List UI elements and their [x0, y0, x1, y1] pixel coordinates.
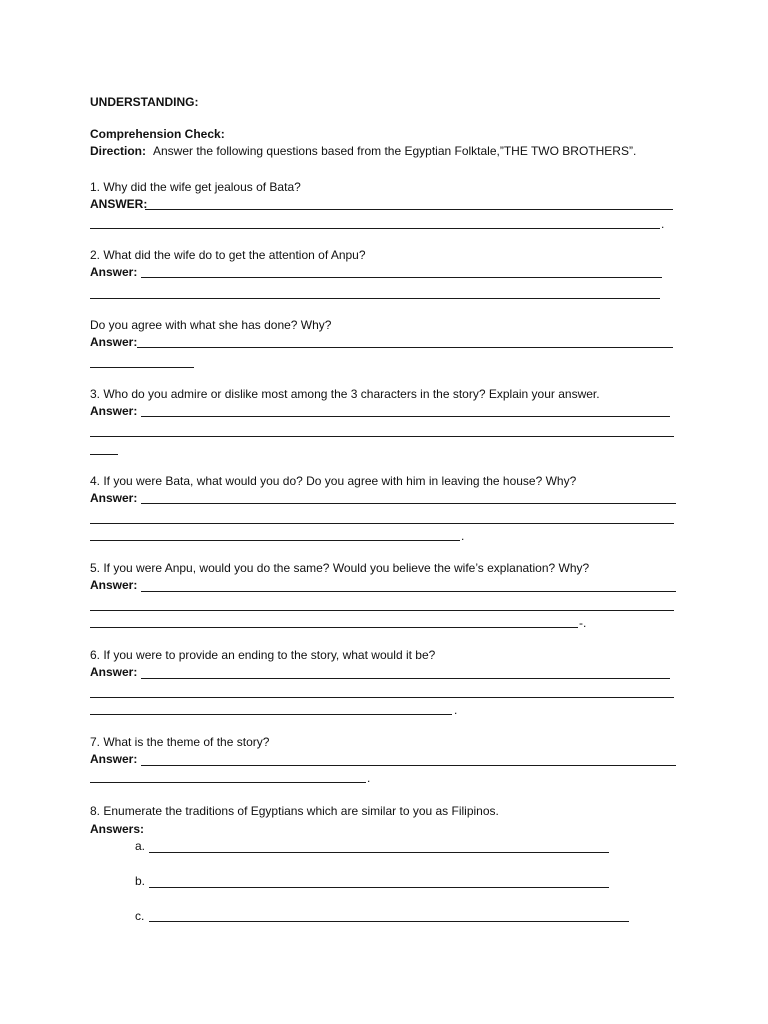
answer-line[interactable]: [141, 591, 676, 592]
answer-line[interactable]: [90, 228, 660, 229]
enum-label-c: c.: [135, 909, 145, 923]
answer-line[interactable]: [141, 416, 670, 417]
answer-line[interactable]: [145, 209, 673, 210]
answer-line-c[interactable]: [149, 921, 629, 922]
answer-label-8: Answers:: [90, 822, 145, 836]
answer-line[interactable]: [141, 678, 670, 679]
answer-line[interactable]: [137, 347, 673, 348]
answer-line[interactable]: [90, 697, 674, 698]
answer-label-2-followup: Answer:: [90, 335, 138, 349]
end-mark: .: [454, 703, 458, 717]
answer-line[interactable]: [90, 436, 674, 437]
question-2: 2. What did the wife do to get the attention of Anpu?: [90, 248, 366, 262]
answer-label-3: Answer:: [90, 404, 138, 418]
question-6: 6. If you were to provide an ending to the story, what would it be?: [90, 648, 436, 662]
answer-line[interactable]: [90, 298, 660, 299]
answer-line[interactable]: [90, 627, 578, 628]
answer-label-2: Answer:: [90, 265, 138, 279]
end-mark: .: [367, 771, 371, 785]
answer-label-1: ANSWER:: [90, 197, 148, 211]
direction-text: Answer the following questions based from the Egyptian Folktale,”THE TWO BROTHERS”.: [153, 144, 637, 158]
question-2-followup: Do you agree with what she has done? Why?: [90, 318, 332, 332]
answer-line[interactable]: [90, 523, 674, 524]
question-8: 8. Enumerate the traditions of Egyptians which are similar to you as Filipinos.: [90, 804, 499, 818]
answer-line[interactable]: [90, 610, 674, 611]
question-7: 7. What is the theme of the story?: [90, 735, 270, 749]
answer-label-7: Answer:: [90, 752, 138, 766]
answer-line[interactable]: [90, 454, 118, 455]
question-5: 5. If you were Anpu, would you do the same? Would you believe the wife’s explanation? Why?: [90, 561, 590, 575]
answer-label-4: Answer:: [90, 491, 138, 505]
answer-line-b[interactable]: [149, 887, 609, 888]
answer-line[interactable]: [90, 714, 452, 715]
answer-line[interactable]: [90, 782, 366, 783]
enum-label-b: b.: [135, 874, 146, 888]
question-3: 3. Who do you admire or dislike most among the 3 characters in the story? Explain your answer.: [90, 387, 600, 401]
question-4: 4. If you were Bata, what would you do? Do you agree with him in leaving the house? Why?: [90, 474, 577, 488]
enum-label-a: a.: [135, 839, 146, 853]
end-mark: .: [461, 529, 465, 543]
answer-line[interactable]: [141, 503, 676, 504]
answer-label-6: Answer:: [90, 665, 138, 679]
answer-line[interactable]: [141, 277, 662, 278]
answer-line[interactable]: [90, 367, 194, 368]
answer-line[interactable]: [90, 540, 460, 541]
answer-line[interactable]: [141, 765, 676, 766]
section-title: Comprehension Check:: [90, 127, 225, 141]
question-1: 1. Why did the wife get jealous of Bata?: [90, 180, 301, 194]
answer-label-5: Answer:: [90, 578, 138, 592]
answer-line-a[interactable]: [149, 852, 609, 853]
end-mark: -.: [579, 616, 587, 630]
direction-label: Direction:: [90, 144, 147, 158]
heading: UNDERSTANDING:: [90, 95, 199, 109]
end-mark: .: [661, 217, 665, 231]
